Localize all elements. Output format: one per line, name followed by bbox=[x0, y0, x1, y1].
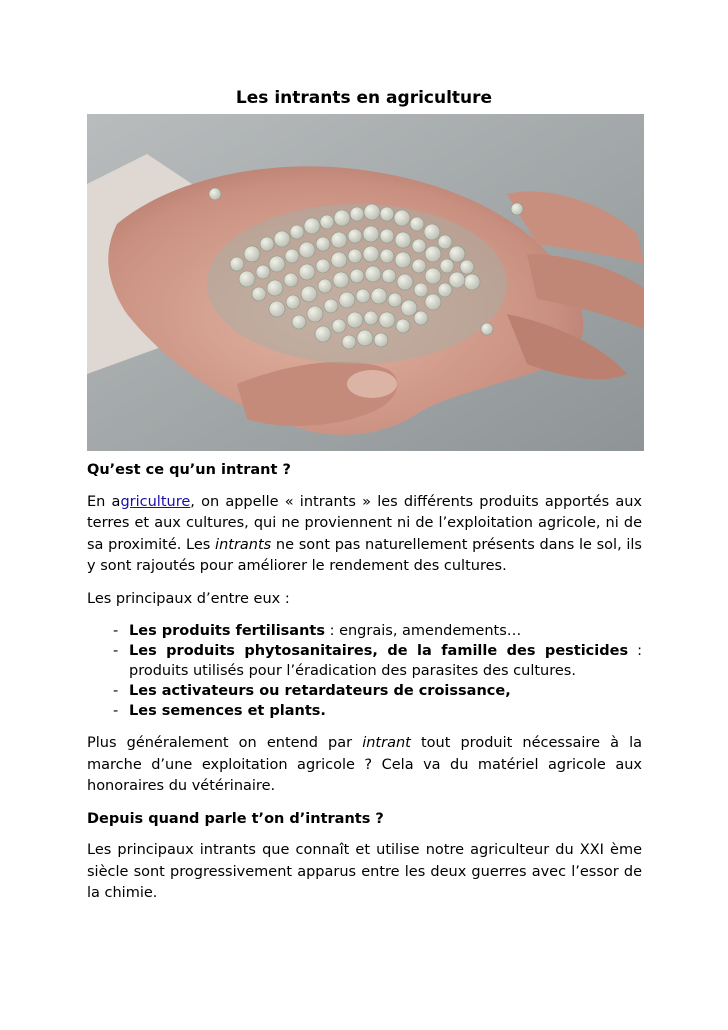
list-intro: Les principaux d’entre eux : bbox=[87, 590, 290, 607]
list-item bbox=[87, 641, 642, 681]
section-heading-since-when: Depuis quand parle t’on d’intrants ? bbox=[87, 810, 384, 827]
agriculture-link[interactable]: griculture bbox=[120, 493, 191, 510]
definition-paragraph bbox=[87, 492, 642, 578]
hand-fertilizer-photo bbox=[87, 114, 644, 451]
inputs-list bbox=[87, 621, 642, 721]
text-fragment: Plus généralement on entend par bbox=[87, 735, 363, 751]
list-item bbox=[87, 621, 642, 641]
list-dash: - bbox=[113, 703, 119, 719]
page-title: Les intrants en agriculture bbox=[235, 88, 493, 108]
text-fragment: En a bbox=[87, 493, 121, 510]
history-paragraph: Les principaux intrants que connaît et utilise notre agriculteur du XXI ème siècle sont progressivement apparus entre les deux guerres avec l’essor de la chimie. bbox=[87, 842, 642, 901]
list-item bbox=[87, 701, 642, 721]
text-fragment: , on appelle « intrants » les différents produits apportés aux terres et aux cultures, qui ne proviennent ni de l’exploitation agricole, ni de sa proximité. Les bbox=[87, 493, 642, 553]
hand-holding-granules-image bbox=[87, 114, 644, 451]
list-dash: - bbox=[113, 683, 119, 699]
text-fragment: tout produit nécessaire à la marche d’une exploitation agricole ? Cela va du matériel agricole aux honoraires du vétérinaire. bbox=[87, 735, 642, 794]
list-dash: - bbox=[113, 623, 119, 639]
list-dash: - bbox=[113, 643, 119, 659]
text-fragment: ne sont pas naturellement présents dans le sol, ils y sont rajoutés pour améliorer le rendement des cultures. bbox=[87, 536, 642, 574]
italic-term: intrants bbox=[215, 536, 272, 553]
list-item bbox=[87, 681, 642, 701]
italic-term: intrant bbox=[362, 735, 411, 751]
list-item-detail: : engrais, amendements… bbox=[324, 623, 522, 639]
list-item-title: Les semences et plants. bbox=[129, 703, 326, 719]
list-item-title: Les produits phytosanitaires, de la famille des pesticides bbox=[129, 643, 629, 659]
list-item-detail: : produits utilisés pour l’éradication des parasites des cultures. bbox=[129, 643, 642, 679]
article-body bbox=[87, 460, 642, 916]
general-definition-paragraph bbox=[87, 733, 642, 798]
list-item-title: Les activateurs ou retardateurs de croissance, bbox=[129, 683, 511, 699]
section-heading-what-is-input: Qu’est ce qu’un intrant ? bbox=[87, 462, 291, 478]
list-item-title: Les produits fertilisants bbox=[129, 623, 325, 639]
